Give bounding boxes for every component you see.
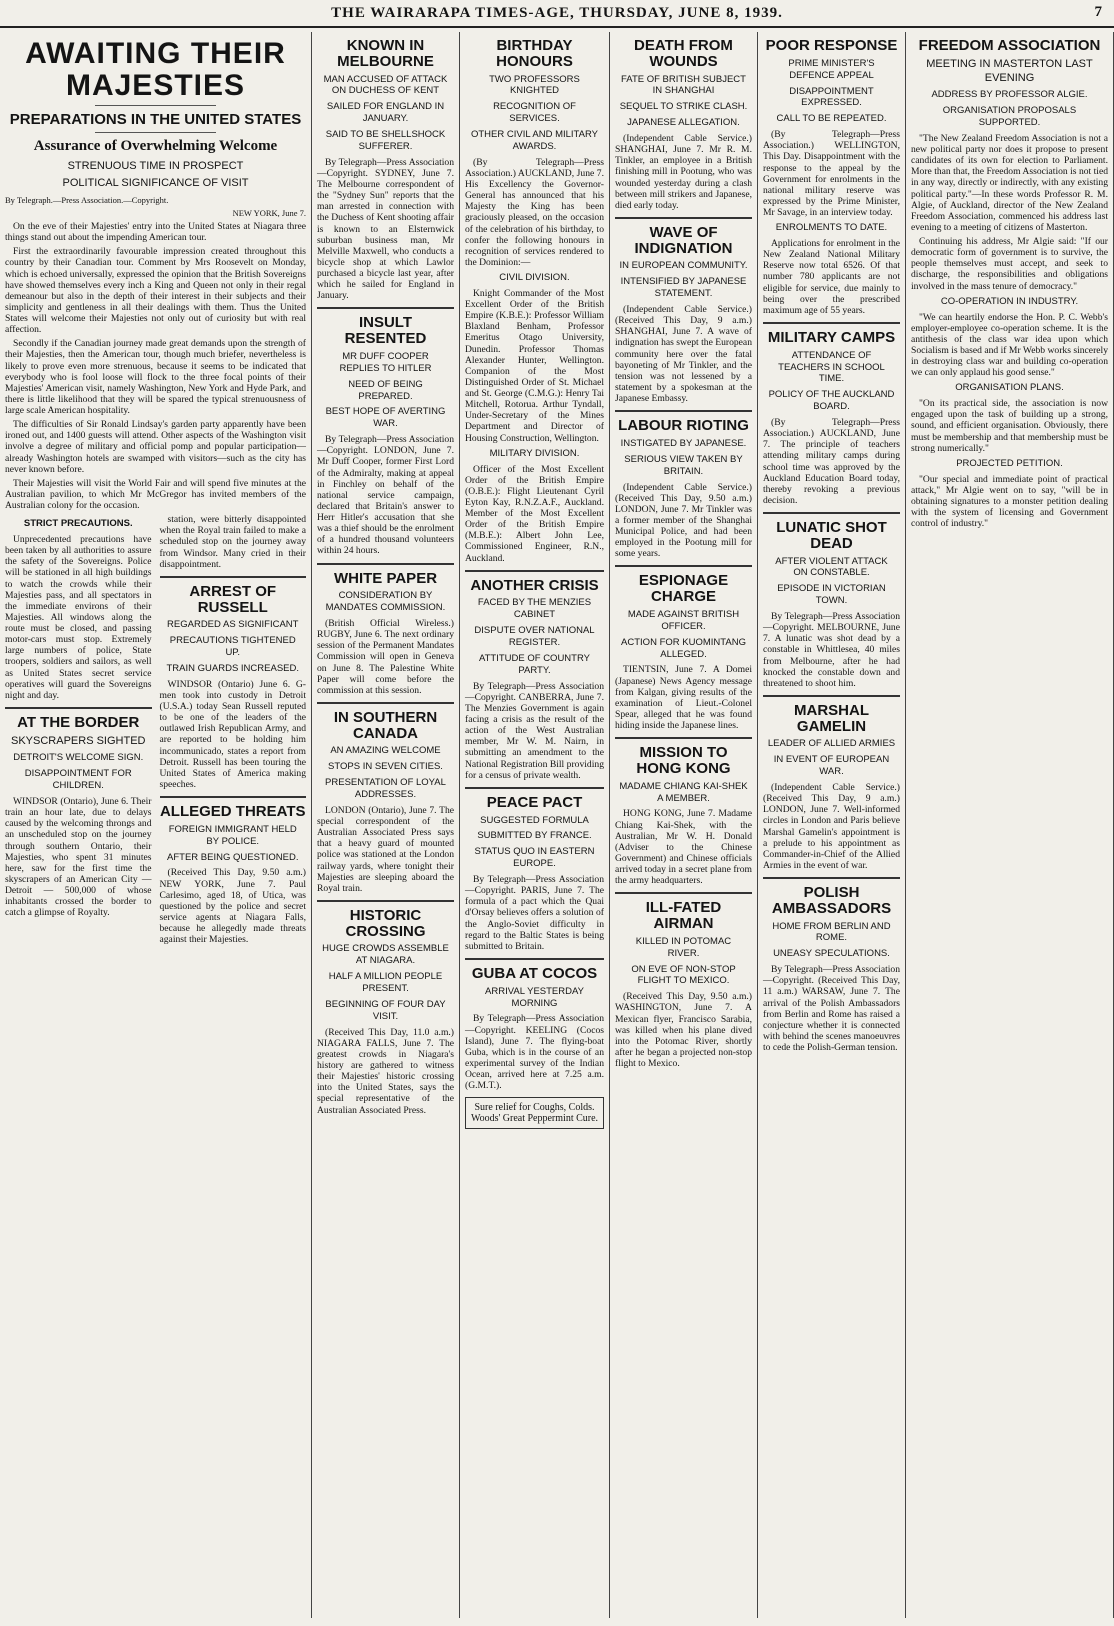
article-sub: MADAME CHIANG KAI-SHEK A MEMBER. xyxy=(619,780,748,804)
article-sub: ON EVE OF NON-STOP FLIGHT TO MEXICO. xyxy=(631,963,736,987)
article-sub: NEED OF BEING PREPARED. xyxy=(348,378,423,402)
article-sub: ADDRESS BY PROFESSOR ALGIE. xyxy=(931,89,1088,101)
article-sub: FACED BY THE MENZIES CABINET xyxy=(477,597,592,621)
column-3 xyxy=(460,32,610,1618)
lead-column xyxy=(0,32,312,1618)
article-body: Knight Commander of the Most Excellent Order of the British Empire (K.B.E.): Professor William Blaxland Benham, Professor Emeritus Otago University, Dunedin. Professor Thomas Alexander Hunter, Wellington. Companion of the Most Distinguished Order of St. Michael and St. George (C.M.G.): Henry Tai Mitchell, Rotorua. Arthur Tyndall, Under-Secretary of the Mines Department and Director of Housing Construction, Wellington. xyxy=(465,287,604,444)
article-sub: EPISODE IN VICTORIAN TOWN. xyxy=(777,583,886,607)
article-headline: MILITARY CAMPS xyxy=(767,328,896,346)
article-sub: PRIME MINISTER'S DEFENCE APPEAL xyxy=(788,57,875,81)
article-sub: BEGINNING OF FOUR DAY VISIT. xyxy=(325,998,446,1022)
article-headline: IN SOUTHERN CANADA xyxy=(333,708,438,742)
article-sub: SAILED FOR ENGLAND IN JANUARY. xyxy=(326,101,445,125)
article-body: (British Official Wireless.) RUGBY, June 6. The next ordinary session of the Permanent Mandates Commission will open in Geneva on June 8. The Palestine White Paper will come before the commission at this session. xyxy=(317,618,454,696)
article-sub: IN EUROPEAN COMMUNITY. xyxy=(619,260,748,272)
article-sub: SEQUEL TO STRIKE CLASH. xyxy=(619,101,748,113)
article-body: station, were bitterly disappointed when the Royal train failed to make a scheduled stop on the journey away from Windsor. Many cried in their disappointment. xyxy=(159,514,306,570)
article-headline: FREEDOM ASSOCIATION xyxy=(918,37,1101,54)
article-headline: POOR RESPONSE xyxy=(765,37,898,54)
article-sub: JAPANESE ALLEGATION. xyxy=(627,117,740,129)
article-sub: SAID TO BE SHELLSHOCK SUFFERER. xyxy=(325,129,446,152)
divider xyxy=(95,105,215,106)
article-headline: INSULT RESENTED xyxy=(344,314,427,348)
article-sub: CALL TO BE REPEATED. xyxy=(776,113,887,125)
article-sub: INTENSIFIED BY JAPANESE STATEMENT. xyxy=(620,276,747,300)
divider xyxy=(95,132,215,133)
article-sub: HALF A MILLION PEOPLE PRESENT. xyxy=(328,971,443,994)
divider xyxy=(5,707,152,709)
article-sub: ACTION FOR KUOMINTANG ALLEGED. xyxy=(621,636,746,660)
article-headline: MISSION TO HONG KONG xyxy=(636,744,731,777)
article-sub: LEADER OF ALLIED ARMIES xyxy=(767,738,896,750)
section-head: ENROLMENTS TO DATE. xyxy=(775,222,888,234)
divider xyxy=(763,322,900,324)
article-sub: MR DUFF COOPER REPLIES TO HITLER xyxy=(339,350,432,374)
article-body: (Independent Cable Service.) SHANGHAI, June 7. Mr R. M. Tinkler, an employee in a British finishing mill in Pootung, who was wounded yesterday during a clash between mill strikers and Japanese, died early today. xyxy=(615,133,752,211)
article-sub: DISPUTE OVER NATIONAL REGISTER. xyxy=(474,625,595,648)
divider xyxy=(160,576,307,578)
threats-headline: ALLEGED THREATS xyxy=(159,803,306,820)
divider xyxy=(763,877,900,879)
divider xyxy=(465,570,604,572)
masthead xyxy=(0,0,1114,28)
article-sub: MAN ACCUSED OF ATTACK ON DUCHESS OF KENT xyxy=(323,73,448,97)
divider xyxy=(615,217,752,219)
lead-paragraph: Secondly if the Canadian journey made great demands upon the strength of their Majesties, then the American tour, though much briefer, nevertheless is likely to prove even more strenuous, because it seems to be indicated that everybody who is fool loose will flock to the three focal points of their Majesties' American visit, namely Washington, New York and Hyde Park, and there is little likelihood that they will be spared the typical strenuousness of large scale American hospitality. xyxy=(5,338,306,416)
article-headline: ESPIONAGE CHARGE xyxy=(638,572,729,606)
lead-deck-3: POLITICAL SIGNIFICANCE OF VISIT xyxy=(62,177,249,190)
article-body: By Telegraph—Press Association—Copyright. SYDNEY, June 7. The Melbourne correspondent of the "Sydney Sun" reports that the man arrested in connection with the Duchess of Kent shooting affair is known to an Elsternwick suburban business man, Mr Melville Maxwell, who conducts a bicycle shop at which Lawlor purchased a bicycle last year, after which he sailed for England in January. xyxy=(317,156,454,302)
russell-headline: ARREST OF RUSSELL xyxy=(189,582,277,616)
article-sub: KILLED IN POTOMAC RIVER. xyxy=(635,935,732,959)
article-body: By Telegraph—Press Association—Copyright. CANBERRA, June 7. The Menzies Government is again facing a crisis as the result of the action of the West Australian member, Mr W. M. Nairn, in submitting an amendment to the National Registration Bill providing for a census of private wealth. xyxy=(465,680,604,781)
article-headline: GUBA AT COCOS xyxy=(471,964,598,982)
divider xyxy=(317,307,454,309)
article-sub: SERIOUS VIEW TAKEN BY BRITAIN. xyxy=(624,453,743,477)
divider xyxy=(763,512,900,514)
article-headline: PEACE PACT xyxy=(486,793,583,811)
article-sub: ATTENDANCE OF TEACHERS IN SCHOOL TIME. xyxy=(778,349,885,385)
article-body: (Received This Day, 9.50 a.m.) WASHINGTON, June 7. A Mexican flyer, Francisco Sarabia, was killed when his plane dived into the Potomac River, shortly after he began a projected non-stop flight to Mexico. xyxy=(615,991,752,1069)
column-2 xyxy=(312,32,460,1618)
article-sub: STATUS QUO IN EASTERN EUROPE. xyxy=(474,846,595,870)
article-body: By Telegraph—Press Association—Copyright. MELBOURNE, June 7. A lunatic was shot dead by a constable in Whittlesea, 40 miles from Melbourne, after he had knocked the constable down and threatened to shoot him. xyxy=(763,611,900,689)
column-5 xyxy=(758,32,906,1618)
russell-sub: REGARDED AS SIGNIFICANT xyxy=(167,619,299,631)
section-head: ORGANISATION PLANS. xyxy=(955,382,1064,394)
lead-deck-2: STRENUOUS TIME IN PROSPECT xyxy=(67,159,244,172)
article-body: By Telegraph—Press Association—Copyright. (Received This Day, 11 a.m.) WARSAW, June 7. The arrival of the Polish Ambassadors from Berlin and Rome has raised a conjecture whether it is connected with behind the scenes manoeuvres to cede the Polish-German tension. xyxy=(763,964,900,1053)
article-headline: WHITE PAPER xyxy=(333,569,438,587)
article-sub: RECOGNITION OF SERVICES. xyxy=(493,101,576,125)
lead-split xyxy=(5,514,306,948)
article-body: Applications for enrolment in the New Zealand National Military Reserve now total 6526. Of that number 780 applicants are not eligible for service, due mainly to being over the prescribed maximum age of 55 years. xyxy=(763,238,900,316)
article-body: Officer of the Most Excellent Order of the British Empire (O.B.E.): Flight Lieutenant Cyril Eyton Kay, R.N.Z.A.F., Auckland. Member of the Most Excellent Order of the British Empire (M.B.E.): Albert John Lee, Commissioned Engineer, R.N., Auckland. xyxy=(465,463,604,564)
article-body: (Independent Cable Service.) (Received This Day, 9 a.m.) SHANGHAI, June 7. A wave of indignation has swept the European community here over the fatal bayoneting of Mr Tinkler, and the tension was not lessened by a statement by a spokesman at the Japanese Embassy. xyxy=(615,304,752,404)
divider xyxy=(160,796,307,798)
article-body: HONG KONG, June 7. Madame Chiang Kai-Shek, with the Australian, Mr W. H. Donald (Adviser to the Chinese Government) and Chinese officials arrived today in a secret plane from the army headquarters. xyxy=(615,808,752,887)
article-body: TIENTSIN, June 7. A Domei (Japanese) News Agency message from Kalgan, giving results of the examination of Lieut.-Colonel Spear, alleged that he was found hiding inside the Japanese lines. xyxy=(615,664,752,731)
article-sub: FATE OF BRITISH SUBJECT IN SHANGHAI xyxy=(621,73,746,97)
article-body: (Received This Day, 9.50 a.m.) NEW YORK, June 7. Paul Carlesimo, aged 18, of Utica, was questioned by the police and secret service agents at Niagara Falls, because he allegedly made threats against their Majesties. xyxy=(159,867,306,946)
column-6 xyxy=(906,32,1114,1618)
article-headline: WAVE OF INDIGNATION xyxy=(634,223,733,257)
lead-split-left xyxy=(5,514,152,948)
article-body: Unprecedented precautions have been taken by all authorities to assure the safety of the Sovereigns. Police will be stationed in all high buildings to watch the crowds while their Majesties pass, and all spectators in the immediate environs of their Majesties. All windows along the route must be closed, and passing motor-cars must stop. Extremely large numbers of police, State troopers, soldiers and sailors, as well as United States secret service operatives will guard the Sovereigns night and day. xyxy=(5,534,152,701)
article-body: (Independent Cable Service.) (Received This Day, 9 a.m.) LONDON, June 7. Well-informed circles in London and Paris believe Marshal Gamelin's appointment is a prelude to his appointment as Commander-in-Chief of the Allied Armies in the event of war. xyxy=(763,782,900,871)
article-body: (Independent Cable Service.) (Received This Day, 9.50 a.m.) LONDON, June 7. Mr Tinkler was a former member of the Shanghai Municipal Police, and had been employed in the Pootung mill for some years. xyxy=(615,481,752,560)
dateline: NEW YORK, June 7. xyxy=(232,208,306,218)
article-sub: AN AMAZING WELCOME xyxy=(330,745,441,757)
article-sub: ATTITUDE OF COUNTRY PARTY. xyxy=(478,652,590,676)
article-headline: KNOWN IN MELBOURNE xyxy=(337,37,434,70)
article-body: "The New Zealand Freedom Association is not a new political party nor does it propose to present candidates of its own for election to Parliament. More than that, the Freedom Association is not tied in any way, directly or indirectly, with any existing political party."—In these words Professor R. M. Algie, of Auckland, director of the New Zealand Freedom Association, commenced his address last evening to a meeting of citizens of Masterton. xyxy=(911,132,1108,233)
section-head: CO-OPERATION IN INDUSTRY. xyxy=(940,295,1079,307)
article-body: "On its practical side, the association is now engaged upon the task of building up a strong, sound, and efficient organisation. Obviously, there must be membership and that membership must be strong numerically." xyxy=(911,398,1108,454)
russell-sub: TRAIN GUARDS INCREASED. xyxy=(166,662,299,674)
section-head: STRICT PRECAUTIONS. xyxy=(23,518,133,530)
article-headline: LUNATIC SHOT DEAD xyxy=(776,519,887,552)
article-headline: MARSHAL GAMELIN xyxy=(794,701,869,735)
article-headline: ANOTHER CRISIS xyxy=(470,576,599,594)
lead-split-right xyxy=(160,514,307,948)
border-headline: AT THE BORDER xyxy=(17,713,140,731)
article-sub: MADE AGAINST BRITISH OFFICER. xyxy=(627,608,740,632)
byline: By Telegraph.—Press Association.—Copyright. xyxy=(5,195,169,205)
article-sub: TWO PROFESSORS KNIGHTED xyxy=(489,73,580,97)
threats-sub: AFTER BEING QUESTIONED. xyxy=(167,851,299,863)
article-body: "Our special and immediate point of practical attack," Mr Algie went on to say, "will be in obtaining signatures to a monster petition dealing with the system of licensing and Government control of industry." xyxy=(911,473,1108,530)
border-sub: DETROIT'S WELCOME SIGN. xyxy=(13,752,144,764)
russell-sub: PRECAUTIONS TIGHTENED UP. xyxy=(169,635,296,658)
divider xyxy=(465,958,604,960)
threats-sub: FOREIGN IMMIGRANT HELD BY POLICE. xyxy=(168,823,297,847)
divider xyxy=(615,410,752,412)
article-body: Continuing his address, Mr Algie said: "If our democratic form of government is to survive, the people themselves must accept, and seek to discharge, the responsibilities and obligations involved in the mass tenure of democracy." xyxy=(911,236,1108,292)
article-sub: BEST HOPE OF AVERTING WAR. xyxy=(325,406,446,430)
article-headline: HISTORIC CROSSING xyxy=(345,906,426,940)
article-headline: DEATH FROM WOUNDS xyxy=(634,37,733,70)
divider xyxy=(615,737,752,739)
article-body: By Telegraph—Press Association—Copyright. KEELING (Cocos Island), June 7. The flying-boat Guba, which is in the course of an experimental survey of the Indian Ocean, arrived here at 7.25 a.m. (G.M.T.). xyxy=(465,1013,604,1092)
article-body: By Telegraph—Press Association—Copyright. LONDON, June 7. Mr Duff Cooper, former First Lord of the Admiralty, making at appeal in Finchley on behalf of the national service campaign, declared that Britain's answer to Herr Hitler's accusation that she was a thief should be the enrolment of a hundred thousand volunteers within 24 hours. xyxy=(317,434,454,557)
lead-deck-1: Assurance of Overwhelming Welcome xyxy=(33,137,278,154)
article-body: WINDSOR (Ontario) June 6. G-men took into custody in Detroit (U.S.A.) today Sean Russell reputed to be one of the leaders of the outlawed Irish Republican Army, and are reported to be holding him incommunicado, states a report from Detroit. Russell has been touring the United States of America making speeches. xyxy=(159,678,306,790)
article-body: WINDSOR (Ontario), June 6. Their train an hour late, due to delays caused by the welcoming throngs and an unscheduled stop on the journey through southern Ontario, their Majesties, who spent 31 minutes here, saw for the first time the skyscrapers of an American City — Detroit — 500,000 of whose inhabitants crossed the border to catch a glimpse of Royalty. xyxy=(5,796,152,919)
divider xyxy=(317,563,454,565)
divider xyxy=(317,900,454,902)
article-sub: POLICY OF THE AUCKLAND BOARD. xyxy=(768,389,895,413)
article-headline: LABOUR RIOTING xyxy=(618,417,749,435)
advertisement: Sure relief for Coughs, Colds. Woods' Great Peppermint Cure. xyxy=(465,1097,604,1129)
article-sub: STOPS IN SEVEN CITIES. xyxy=(328,761,443,773)
article-headline: ILL-FATED AIRMAN xyxy=(645,899,722,932)
lead-paragraph: First the extraordinarily favourable impression created throughout this country by their Canadian tour. Comment by Mrs Roosevelt on Monday, which is echoed universally, expressed the opinion that the British Sovereigns have showed themselves every inch a King and Queen not only in their regal demeanour but also in the depth of their interest in their subjects and their simplicity and gentleness in all their dealings with them. Thus the United States will welcome their Majesties not only out of curiosity but with real affection. xyxy=(5,246,306,336)
section-head: PROJECTED PETITION. xyxy=(956,457,1063,469)
article-sub: SUGGESTED FORMULA xyxy=(480,814,589,826)
article-sub: UNEASY SPECULATIONS. xyxy=(773,948,890,960)
section-head: CIVIL DIVISION. xyxy=(499,272,570,283)
article-body: "We can heartily endorse the Hon. P. C. Webb's employer-employee co-operation scheme. It is the antithesis of the class war idea upon which Socialism is based and if Mr Webb works sincerely in destroying class war and building co-operation we can only applaud his good sense." xyxy=(911,311,1108,379)
article-sub: HUGE CROWDS ASSEMBLE AT NIAGARA. xyxy=(322,943,449,967)
article-body: By Telegraph—Press Association—Copyright. PARIS, June 7. The formula of a pact which the Quai d'Orsay believes offers a solution of the Anglo-Soviet difficulty in regard to the Baltic States is being submitted to Britain. xyxy=(465,874,604,952)
article-headline: BIRTHDAY HONOURS xyxy=(496,37,573,70)
divider xyxy=(763,695,900,697)
article-body: (By Telegraph—Press Association.) AUCKLAND, June 7. The principle of teachers attending military camps during school time was approved by the Auckland Education Board today, thereby revoking a previous decision. xyxy=(763,417,900,506)
lead-subhead: PREPARATIONS IN THE UNITED STATES xyxy=(9,111,302,128)
divider xyxy=(615,565,752,567)
article-sub: HOME FROM BERLIN AND ROME. xyxy=(772,920,891,944)
divider xyxy=(615,892,752,894)
article-sub: PRESENTATION OF LOYAL ADDRESSES. xyxy=(325,777,446,800)
article-sub: INSTIGATED BY JAPANESE. xyxy=(620,437,747,449)
article-body: (By Telegraph—Press Association.) WELLINGTON, This Day. Disappointment with the response to the appeal by the Government for enrolments in the national military reserve was expressed by the Prime Minister, Mr Savage, in an interview today. xyxy=(763,129,900,218)
article-sub: ARRIVAL YESTERDAY MORNING xyxy=(485,985,584,1009)
border-sub: DISAPPOINTMENT FOR CHILDREN. xyxy=(24,768,132,792)
article-sub: CONSIDERATION BY MANDATES COMMISSION. xyxy=(325,590,446,614)
article-headline: POLISH AMBASSADORS xyxy=(771,884,892,917)
article-sub: ORGANISATION PROPOSALS SUPPORTED. xyxy=(942,105,1077,128)
lead-paragraph: On the eve of their Majesties' entry into the United States at Niagara three things stand out about the impending American tour. xyxy=(5,221,306,244)
newspaper-title: THE WAIRARAPA TIMES-AGE, THURSDAY, JUNE 8, 1939. xyxy=(331,5,783,21)
divider xyxy=(317,702,454,704)
lead-paragraph: Their Majesties will visit the World Fair and will spend five minutes at the Australian pavilion, to which Mr McGregor has invited members of the Australian colony for the occasion. xyxy=(5,477,306,511)
column-4 xyxy=(610,32,758,1618)
page-number: 7 xyxy=(1094,4,1102,20)
article-sub: OTHER CIVIL AND MILITARY AWARDS. xyxy=(470,129,599,152)
border-sub: SKYSCRAPERS SIGHTED xyxy=(11,734,146,747)
divider xyxy=(465,787,604,789)
article-sub: IN EVENT OF EUROPEAN WAR. xyxy=(773,754,890,778)
article-sub: MEETING IN MASTERTON LAST EVENING xyxy=(926,57,1093,84)
article-sub: DISAPPOINTMENT EXPRESSED. xyxy=(789,85,874,109)
article-sub: AFTER VIOLENT ATTACK ON CONSTABLE. xyxy=(775,555,888,579)
section-head: MILITARY DIVISION. xyxy=(489,447,580,459)
article-sub: SUBMITTED BY FRANCE. xyxy=(477,830,592,842)
article-body: (By Telegraph—Press Association.) AUCKLAND, June 7. His Excellency the Governor-General has announced that his Majesty the King has been graciously pleased, on the occasion of the celebration of his birthday, to confer the following honours in recognition of services rendered to the Dominion:— xyxy=(465,156,604,268)
article-body: LONDON (Ontario), June 7. The special correspondent of the Australian Associated Press says that a heavy guard of mounted police was stationed at the London railway yards, where tonight their Majesties are sleeping aboard the Royal train. xyxy=(317,804,454,894)
article-body: (Received This Day, 11.0 a.m.) NIAGARA FALLS, June 7. The greatest crowds in Niagara's history are gathered to witness their Majesties' historic crossing into the United States, says the special representative of the Australian Associated Press. xyxy=(317,1026,454,1116)
lead-paragraph: The difficulties of Sir Ronald Lindsay's garden party apparently have been ironed out, and 1400 guests will attend. Other aspects of the Washington visit involve a degree of military and official pomp and popular participation—already Washington hotels are swamped with visitors—such as the city has never known before. xyxy=(5,419,306,475)
lead-headline: AWAITING THEIR MAJESTIES xyxy=(25,37,286,102)
